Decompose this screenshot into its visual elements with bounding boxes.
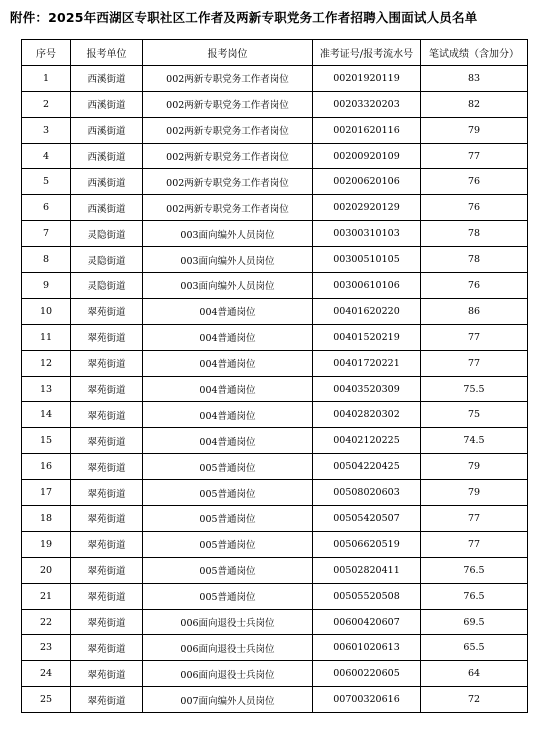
cell-unit: 翠苑街道 [71,324,143,350]
cell-unit: 西溪街道 [71,195,143,221]
cell-index: 9 [22,273,71,299]
table-row [22,324,528,350]
cell-exam-number: 00200920109 [313,143,421,169]
cell-position: 004普通岗位 [143,376,313,402]
cell-unit: 翠苑街道 [71,661,143,687]
cell-position: 004普通岗位 [143,324,313,350]
cell-exam-number: 00300310103 [313,221,421,247]
cell-position: 003面向编外人员岗位 [143,221,313,247]
cell-position: 005普通岗位 [143,583,313,609]
table-row [22,557,528,583]
cell-score: 82 [421,91,528,117]
cell-score: 79 [421,480,528,506]
cell-index: 5 [22,169,71,195]
cell-exam-number: 00201920119 [313,65,421,91]
table-row [22,247,528,273]
cell-position: 002两新专职党务工作者岗位 [143,65,313,91]
cell-unit: 西溪街道 [71,143,143,169]
cell-index: 4 [22,143,71,169]
table-row [22,350,528,376]
cell-position: 004普通岗位 [143,298,313,324]
cell-exam-number: 00401520219 [313,324,421,350]
cell-position: 005普通岗位 [143,454,313,480]
cell-unit: 翠苑街道 [71,454,143,480]
cell-position: 006面向退役士兵岗位 [143,635,313,661]
cell-position: 004普通岗位 [143,350,313,376]
cell-score: 76 [421,195,528,221]
cell-exam-number: 00601020613 [313,635,421,661]
cell-unit: 翠苑街道 [71,298,143,324]
table-row [22,480,528,506]
cell-unit: 翠苑街道 [71,428,143,454]
cell-score: 77 [421,531,528,557]
cell-position: 005普通岗位 [143,557,313,583]
cell-exam-number: 00504220425 [313,454,421,480]
cell-exam-number: 00202920129 [313,195,421,221]
cell-unit: 灵隐街道 [71,247,143,273]
cell-position: 005普通岗位 [143,531,313,557]
cell-unit: 翠苑街道 [71,609,143,635]
table-row [22,454,528,480]
cell-score: 69.5 [421,609,528,635]
cell-unit: 翠苑街道 [71,506,143,532]
cell-score: 78 [421,247,528,273]
page-title: 附件：2025年西湖区专职社区工作者及两新专职党务工作者招聘入围面试人员名单 [10,10,478,25]
table-row [22,65,528,91]
cell-score: 76 [421,273,528,299]
table-row [22,583,528,609]
cell-index: 7 [22,221,71,247]
cell-exam-number: 00505520508 [313,583,421,609]
cell-position: 005普通岗位 [143,506,313,532]
cell-index: 11 [22,324,71,350]
cell-position: 002两新专职党务工作者岗位 [143,195,313,221]
cell-exam-number: 00600220605 [313,661,421,687]
cell-exam-number: 00401620220 [313,298,421,324]
cell-index: 10 [22,298,71,324]
cell-exam-number: 00402120225 [313,428,421,454]
cell-position: 002两新专职党务工作者岗位 [143,143,313,169]
cell-index: 17 [22,480,71,506]
cell-exam-number: 00401720221 [313,350,421,376]
cell-exam-number: 00700320616 [313,687,421,713]
cell-position: 002两新专职党务工作者岗位 [143,117,313,143]
cell-unit: 翠苑街道 [71,635,143,661]
cell-unit: 西溪街道 [71,117,143,143]
cell-score: 78 [421,221,528,247]
table-row [22,143,528,169]
cell-score: 74.5 [421,428,528,454]
table-row [22,635,528,661]
cell-position: 004普通岗位 [143,428,313,454]
table-row [22,117,528,143]
cell-index: 13 [22,376,71,402]
header-unit: 报考单位 [71,40,143,66]
cell-index: 21 [22,583,71,609]
cell-position: 006面向退役士兵岗位 [143,661,313,687]
cell-exam-number: 00508020603 [313,480,421,506]
table-header-row [22,40,528,66]
cell-index: 2 [22,91,71,117]
header-position: 报考岗位 [143,40,313,66]
cell-exam-number: 00300610106 [313,273,421,299]
cell-index: 19 [22,531,71,557]
cell-unit: 翠苑街道 [71,687,143,713]
cell-position: 006面向退役士兵岗位 [143,609,313,635]
cell-score: 79 [421,117,528,143]
cell-exam-number: 00600420607 [313,609,421,635]
cell-exam-number: 00505420507 [313,506,421,532]
cell-position: 002两新专职党务工作者岗位 [143,91,313,117]
cell-unit: 灵隐街道 [71,221,143,247]
cell-exam-number: 00403520309 [313,376,421,402]
cell-unit: 翠苑街道 [71,480,143,506]
table-row [22,169,528,195]
cell-exam-number: 00506620519 [313,531,421,557]
table-row [22,531,528,557]
cell-unit: 西溪街道 [71,169,143,195]
cell-unit: 西溪街道 [71,65,143,91]
cell-index: 6 [22,195,71,221]
cell-unit: 翠苑街道 [71,557,143,583]
cell-index: 1 [22,65,71,91]
cell-index: 3 [22,117,71,143]
cell-score: 76 [421,169,528,195]
cell-exam-number: 00201620116 [313,117,421,143]
table-row [22,506,528,532]
cell-index: 20 [22,557,71,583]
cell-index: 12 [22,350,71,376]
cell-score: 76.5 [421,583,528,609]
cell-score: 86 [421,298,528,324]
cell-position: 005普通岗位 [143,480,313,506]
header-score: 笔试成绩（含加分） [421,40,528,66]
cell-exam-number: 00402820302 [313,402,421,428]
cell-score: 77 [421,350,528,376]
cell-unit: 翠苑街道 [71,402,143,428]
cell-position: 003面向编外人员岗位 [143,247,313,273]
cell-index: 8 [22,247,71,273]
cell-score: 83 [421,65,528,91]
cell-score: 76.5 [421,557,528,583]
cell-score: 75.5 [421,376,528,402]
cell-exam-number: 00300510105 [313,247,421,273]
cell-position: 007面向编外人员岗位 [143,687,313,713]
cell-index: 24 [22,661,71,687]
table-row [22,195,528,221]
cell-index: 15 [22,428,71,454]
table-row [22,687,528,713]
candidate-table [21,39,528,713]
table-row [22,273,528,299]
cell-unit: 翠苑街道 [71,531,143,557]
table-row [22,402,528,428]
table-row [22,221,528,247]
cell-unit: 灵隐街道 [71,273,143,299]
table-row [22,91,528,117]
cell-unit: 西溪街道 [71,91,143,117]
cell-score: 79 [421,454,528,480]
cell-index: 18 [22,506,71,532]
cell-exam-number: 00200620106 [313,169,421,195]
table-row [22,298,528,324]
table-row [22,661,528,687]
cell-score: 65.5 [421,635,528,661]
cell-position: 003面向编外人员岗位 [143,273,313,299]
cell-index: 25 [22,687,71,713]
cell-score: 77 [421,506,528,532]
cell-exam-number: 00502820411 [313,557,421,583]
cell-score: 75 [421,402,528,428]
cell-index: 22 [22,609,71,635]
cell-index: 16 [22,454,71,480]
cell-unit: 翠苑街道 [71,376,143,402]
cell-position: 004普通岗位 [143,402,313,428]
cell-unit: 翠苑街道 [71,583,143,609]
table-row [22,609,528,635]
cell-index: 23 [22,635,71,661]
table-row [22,428,528,454]
cell-score: 77 [421,324,528,350]
table-row [22,376,528,402]
cell-unit: 翠苑街道 [71,350,143,376]
cell-position: 002两新专职党务工作者岗位 [143,169,313,195]
cell-score: 77 [421,143,528,169]
header-exam-number: 准考证号/报考流水号 [313,40,421,66]
cell-score: 64 [421,661,528,687]
header-index: 序号 [22,40,71,66]
cell-index: 14 [22,402,71,428]
cell-exam-number: 00203320203 [313,91,421,117]
cell-score: 72 [421,687,528,713]
